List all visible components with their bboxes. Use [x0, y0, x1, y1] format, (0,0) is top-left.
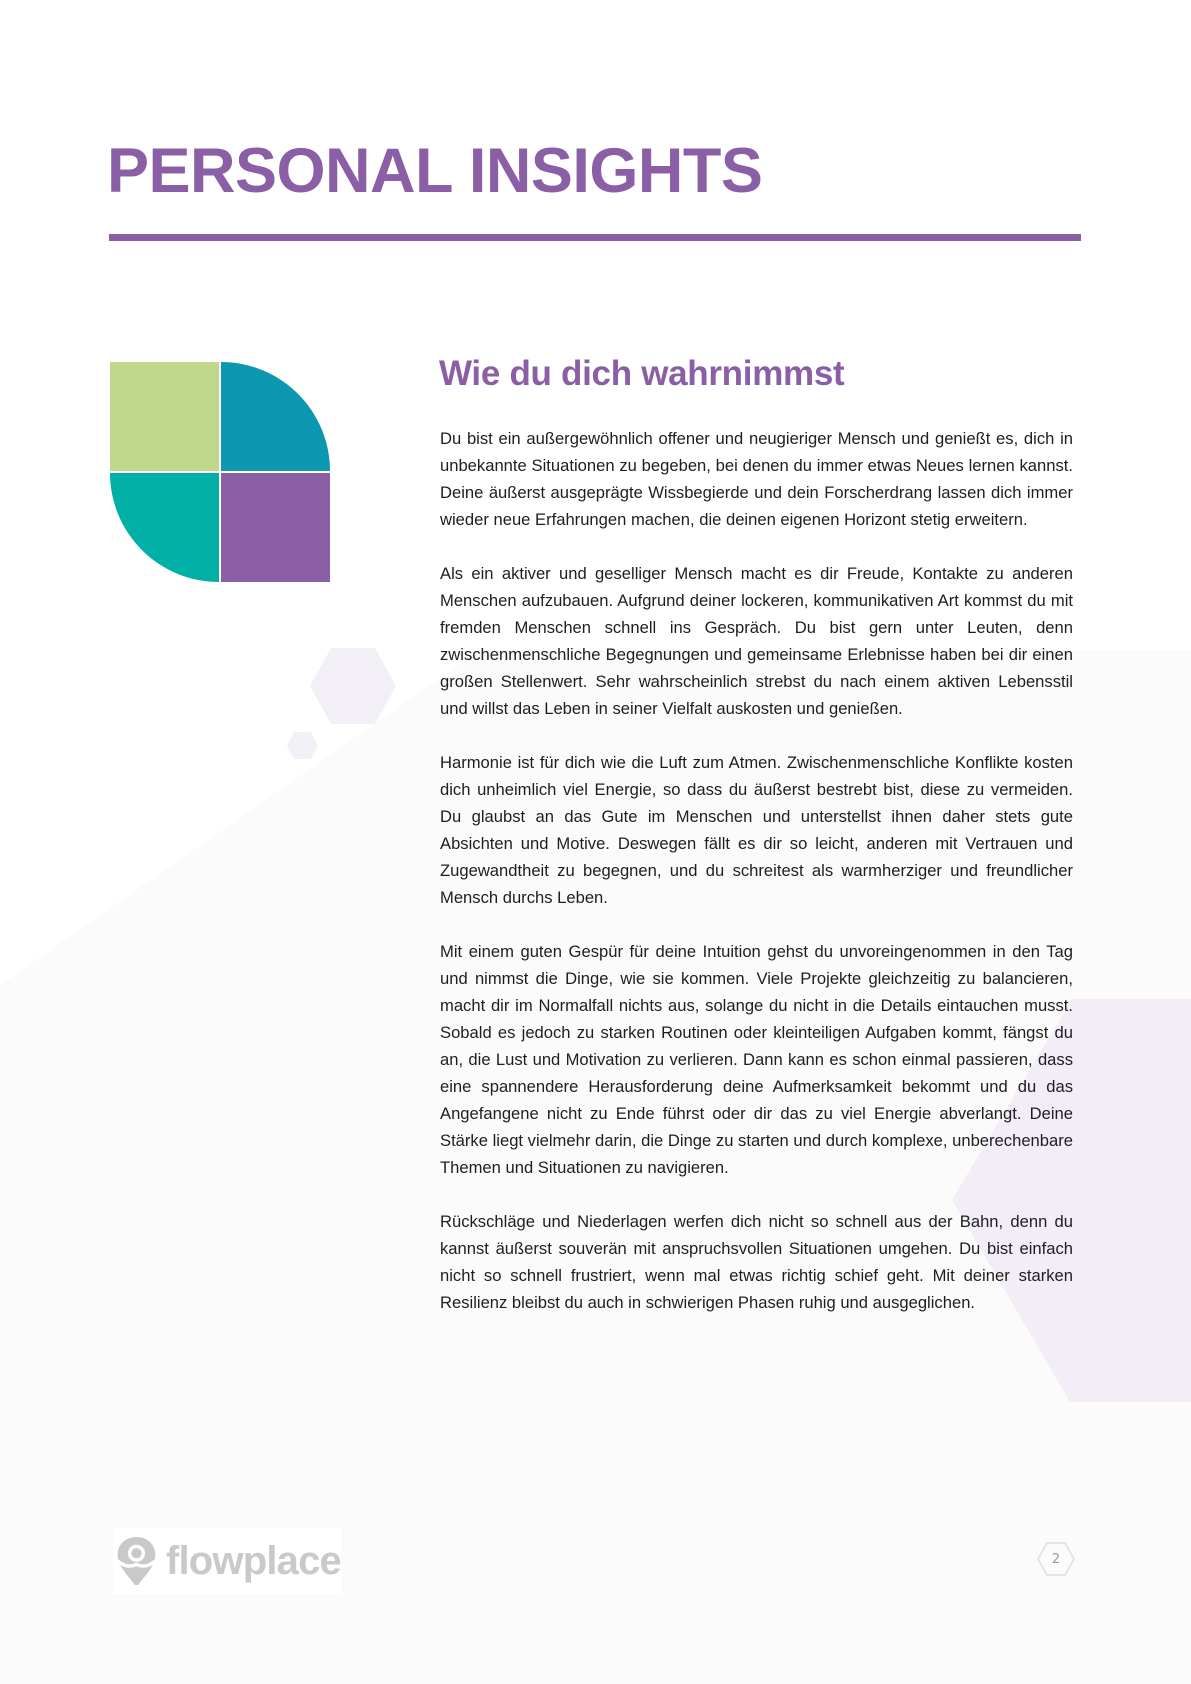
medium-hexagon-decoration [309, 647, 397, 725]
quadrant-graphic [110, 362, 330, 581]
flowplace-logo [113, 1528, 341, 1594]
page-title: PERSONAL INSIGHTS [107, 136, 763, 206]
title-divider [109, 234, 1081, 241]
page-number: 2 [1051, 1551, 1061, 1567]
location-pin-person-icon [115, 1531, 158, 1591]
quadrant-bottom-right [221, 473, 330, 582]
quadrant-top-left [110, 362, 219, 471]
paragraph: Du bist ein außergewöhnlich offener und neugieriger Mensch und genießt es, dich in unbekannte Situationen zu begeben, bei denen du immer etwas Neues lernen kannst. Deine äußerst ausgeprägte Wissbegierde und dein Forscherdrang lassen dich immer wieder neue Erfahrungen machen, die deinen eigenen Horizont stetig erweitern. [440, 429, 1073, 529]
paragraph: Harmonie ist für dich wie die Luft zum Atmen. Zwischenmenschliche Konflikte kosten dich unheimlich viel Energie, so dass du äußerst bestrebt bist, diese zu vermeiden. Du glaubst an das Gute im Menschen und unterstellst ihnen daher stets gute Absichten und Motive. Deswegen fällt es dir so leicht, anderen mit Vertrauen und Zugewandtheit zu begegnen, und du schreitest als warmherziger und freundlicher Mensch durchs Leben. [440, 753, 1073, 907]
quadrant-top-right [221, 362, 330, 471]
logo-wordmark: flowplace [165, 1538, 341, 1583]
section-heading: Wie du dich wahrnimmst [439, 354, 845, 393]
body-text [440, 425, 1073, 1343]
paragraph: Mit einem guten Gespür für deine Intuition gehst du unvoreingenommen in den Tag und nimmst die Dinge, wie sie kommen. Viele Projekte gleichzeitig zu balancieren, macht dir im Normalfall nichts aus, solange du nicht in die Details eintauchen musst. Sobald es jedoch zu starken Routinen oder kleinteiligen Aufgaben kommt, fängst du an, die Lust und Motivation zu verlieren. Dann kann es schon einmal passieren, dass eine spannendere Herausforderung deine Aufmerksamkeit bekommt und du das Angefangene nicht zu Ende führst oder dir das zu viel Energie abverlangt. Deine Stärke liegt vielmehr darin, die Dinge zu starten und durch komplexe, unberechenbare Themen und Situationen zu navigieren. [440, 942, 1073, 1177]
paragraph: Als ein aktiver und geselliger Mensch macht es dir Freude, Kontakte zu anderen Menschen aufzubauen. Aufgrund deiner lockeren, kommunikativen Art kommst du mit fremden Menschen schnell ins Gespräch. Du bist gern unter Leuten, denn zwischenmenschliche Begegnungen und gemeinsame Erlebnisse haben bei dir einen großen Stellenwert. Sehr wahrscheinlich strebst du nach einem aktiven Lebensstil und willst das Leben in seiner Vielfalt auskosten und genießen. [440, 564, 1073, 718]
small-hexagon-decoration [286, 731, 319, 760]
paragraph: Rückschläge und Niederlagen werfen dich nicht so schnell aus der Bahn, denn du kannst äußerst souverän mit anspruchsvollen Situationen umgehen. Du bist einfach nicht so schnell frustriert, wenn mal etwas richtig schief geht. Mit deiner starken Resilienz bleibst du auch in schwierigen Phasen ruhig und ausgeglichen. [440, 1212, 1073, 1312]
page-number-badge [1037, 1542, 1075, 1576]
quadrant-bottom-left [110, 473, 219, 582]
